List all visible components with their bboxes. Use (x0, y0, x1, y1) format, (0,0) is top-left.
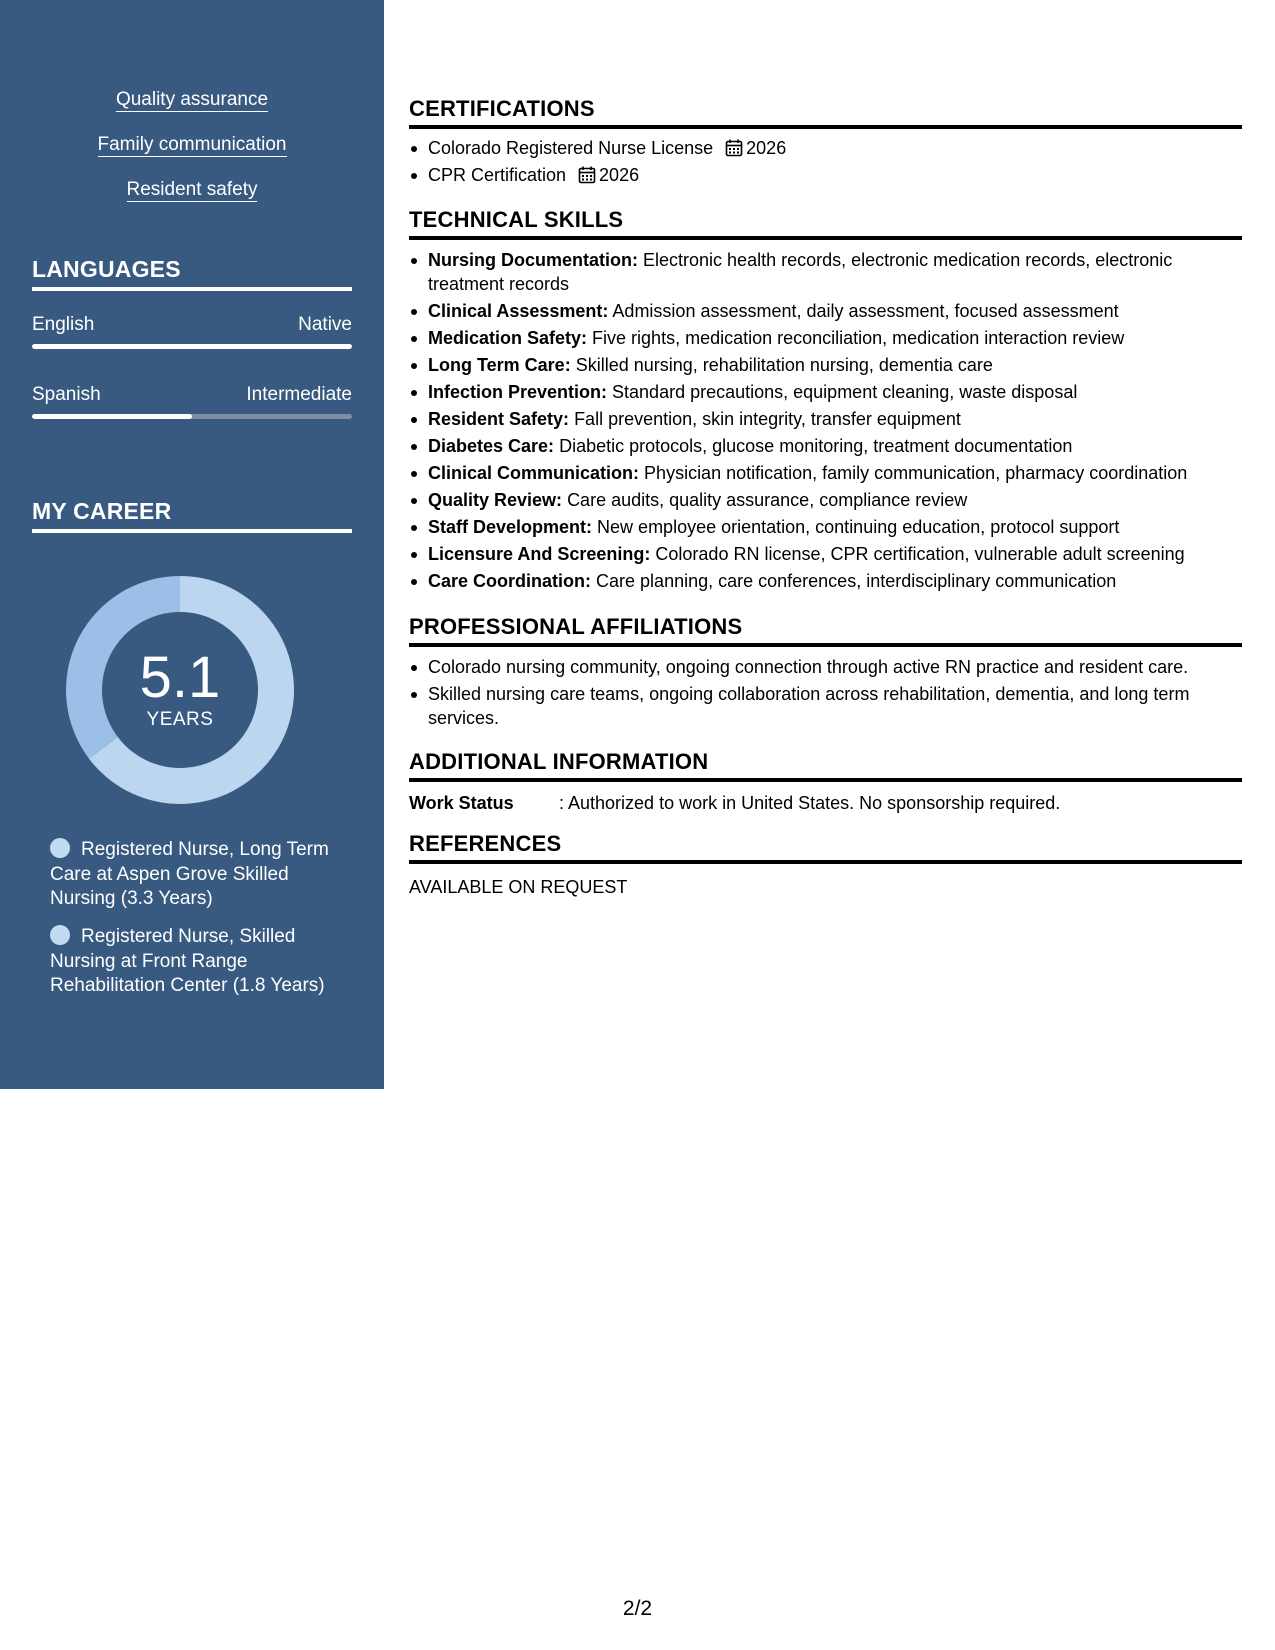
list-item (409, 353, 1242, 377)
language-bar-spanish (32, 414, 352, 419)
career-item: Registered Nurse, Skilled Nursing at Front Range Rehabilitation Center (1.8 Years) (50, 926, 325, 996)
skill-category-text: New employee orientation, continuing education, protocol support (597, 517, 1120, 537)
list-item: CPR Certification 2026 (409, 163, 1242, 187)
references-heading: REFERENCES (409, 831, 1242, 864)
career-dot-icon (50, 925, 70, 945)
list-item (409, 434, 1242, 458)
skill-category-text: Standard precautions, equipment cleaning, waste disposal (612, 382, 1078, 402)
list-item: Colorado nursing community, ongoing connection through active RN practice and resident care. (409, 655, 1242, 679)
language-name: English (32, 314, 95, 335)
skill-category-label: Diabetes Care: (428, 436, 555, 456)
certifications-heading: CERTIFICATIONS (409, 96, 1242, 129)
skill-category-text: Colorado RN license, CPR certification, vulnerable adult screening (655, 544, 1185, 564)
skill-category-label: Long Term Care: (428, 355, 571, 375)
skill-category-text: Admission assessment, daily assessment, focused assessment (612, 301, 1119, 321)
skill-link-family-communication[interactable]: Family communication (97, 134, 287, 155)
skill-category-text: Fall prevention, skin integrity, transfer equipment (574, 409, 961, 429)
affiliations-heading: PROFESSIONAL AFFILIATIONS (409, 614, 1242, 647)
skill-category-text: Physician notification, family communication, pharmacy coordination (644, 463, 1188, 483)
language-level: Native (298, 314, 352, 335)
work-status-label: Work Status (409, 793, 514, 813)
skill-link-resident-safety[interactable]: Resident safety (126, 179, 258, 200)
skill-link-quality-assurance[interactable]: Quality assurance (115, 89, 269, 110)
career-donut-center (66, 645, 294, 732)
calendar-icon (725, 139, 743, 157)
language-bar-fill (32, 344, 352, 349)
skill-category-label: Staff Development: (428, 517, 593, 537)
list-item: Skilled nursing care teams, ongoing collaboration across rehabilitation, dementia, and long term services. (409, 682, 1242, 730)
language-bar-english (32, 344, 352, 349)
affiliations-list (409, 655, 1242, 730)
language-bar-fill (32, 414, 192, 419)
list-item (409, 407, 1242, 431)
certifications-list (409, 136, 1242, 190)
language-name: Spanish (32, 384, 101, 405)
skill-category-label: Infection Prevention: (428, 382, 608, 402)
calendar-icon (578, 166, 596, 184)
page-number: 2/2 (622, 1597, 653, 1620)
skill-category-label: Quality Review: (428, 490, 563, 510)
work-status-row (409, 791, 1242, 815)
language-level: Intermediate (246, 384, 352, 405)
list-item (409, 569, 1242, 593)
career-dot-icon (50, 838, 70, 858)
skill-category-text: Care planning, care conferences, interdisciplinary communication (596, 571, 1117, 591)
additional-info-heading: ADDITIONAL INFORMATION (409, 749, 1242, 782)
skill-category-label: Medication Safety: (428, 328, 588, 348)
list-item (409, 488, 1242, 512)
skill-category-text: Diabetic protocols, glucose monitoring, treatment documentation (559, 436, 1073, 456)
languages-heading: LANGUAGES (32, 256, 352, 291)
list-item (409, 380, 1242, 404)
list-item (409, 299, 1242, 323)
skill-category-label: Clinical Communication: (428, 463, 640, 483)
list-item (409, 461, 1242, 485)
list-item (409, 248, 1242, 296)
skill-category-text: Five rights, medication reconciliation, medication interaction review (592, 328, 1125, 348)
skill-category-label: Clinical Assessment: (428, 301, 609, 321)
career-total-unit: YEARS (146, 709, 214, 730)
career-total-value: 5.1 (139, 645, 221, 710)
list-item (409, 542, 1242, 566)
skill-category-label: Licensure And Screening: (428, 544, 651, 564)
skill-category-label: Resident Safety: (428, 409, 570, 429)
skill-category-label: Nursing Documentation: (428, 250, 638, 270)
work-status-value: : Authorized to work in United States. No sponsorship required. (559, 793, 1061, 813)
career-item: Registered Nurse, Long Term Care at Aspen Grove Skilled Nursing (3.3 Years) (50, 839, 329, 909)
career-donut-chart (66, 576, 294, 804)
skill-category-text: Skilled nursing, rehabilitation nursing, dementia care (575, 355, 993, 375)
technical-skills-heading: TECHNICAL SKILLS (409, 207, 1242, 240)
technical-skills-list (409, 248, 1242, 596)
skill-category-text: Electronic health records, electronic medication records, electronic treatment records (428, 250, 1173, 294)
language-row-english (32, 314, 352, 338)
language-row-spanish (32, 384, 352, 408)
list-item (409, 326, 1242, 350)
skill-category-label: Care Coordination: (428, 571, 592, 591)
references-text: AVAILABLE ON REQUEST (409, 877, 628, 897)
list-item (409, 515, 1242, 539)
career-heading: MY CAREER (32, 498, 352, 533)
skill-category-text: Care audits, quality assurance, compliance review (567, 490, 968, 510)
sidebar (0, 0, 384, 1089)
list-item: Colorado Registered Nurse License 2026 (409, 136, 1242, 160)
